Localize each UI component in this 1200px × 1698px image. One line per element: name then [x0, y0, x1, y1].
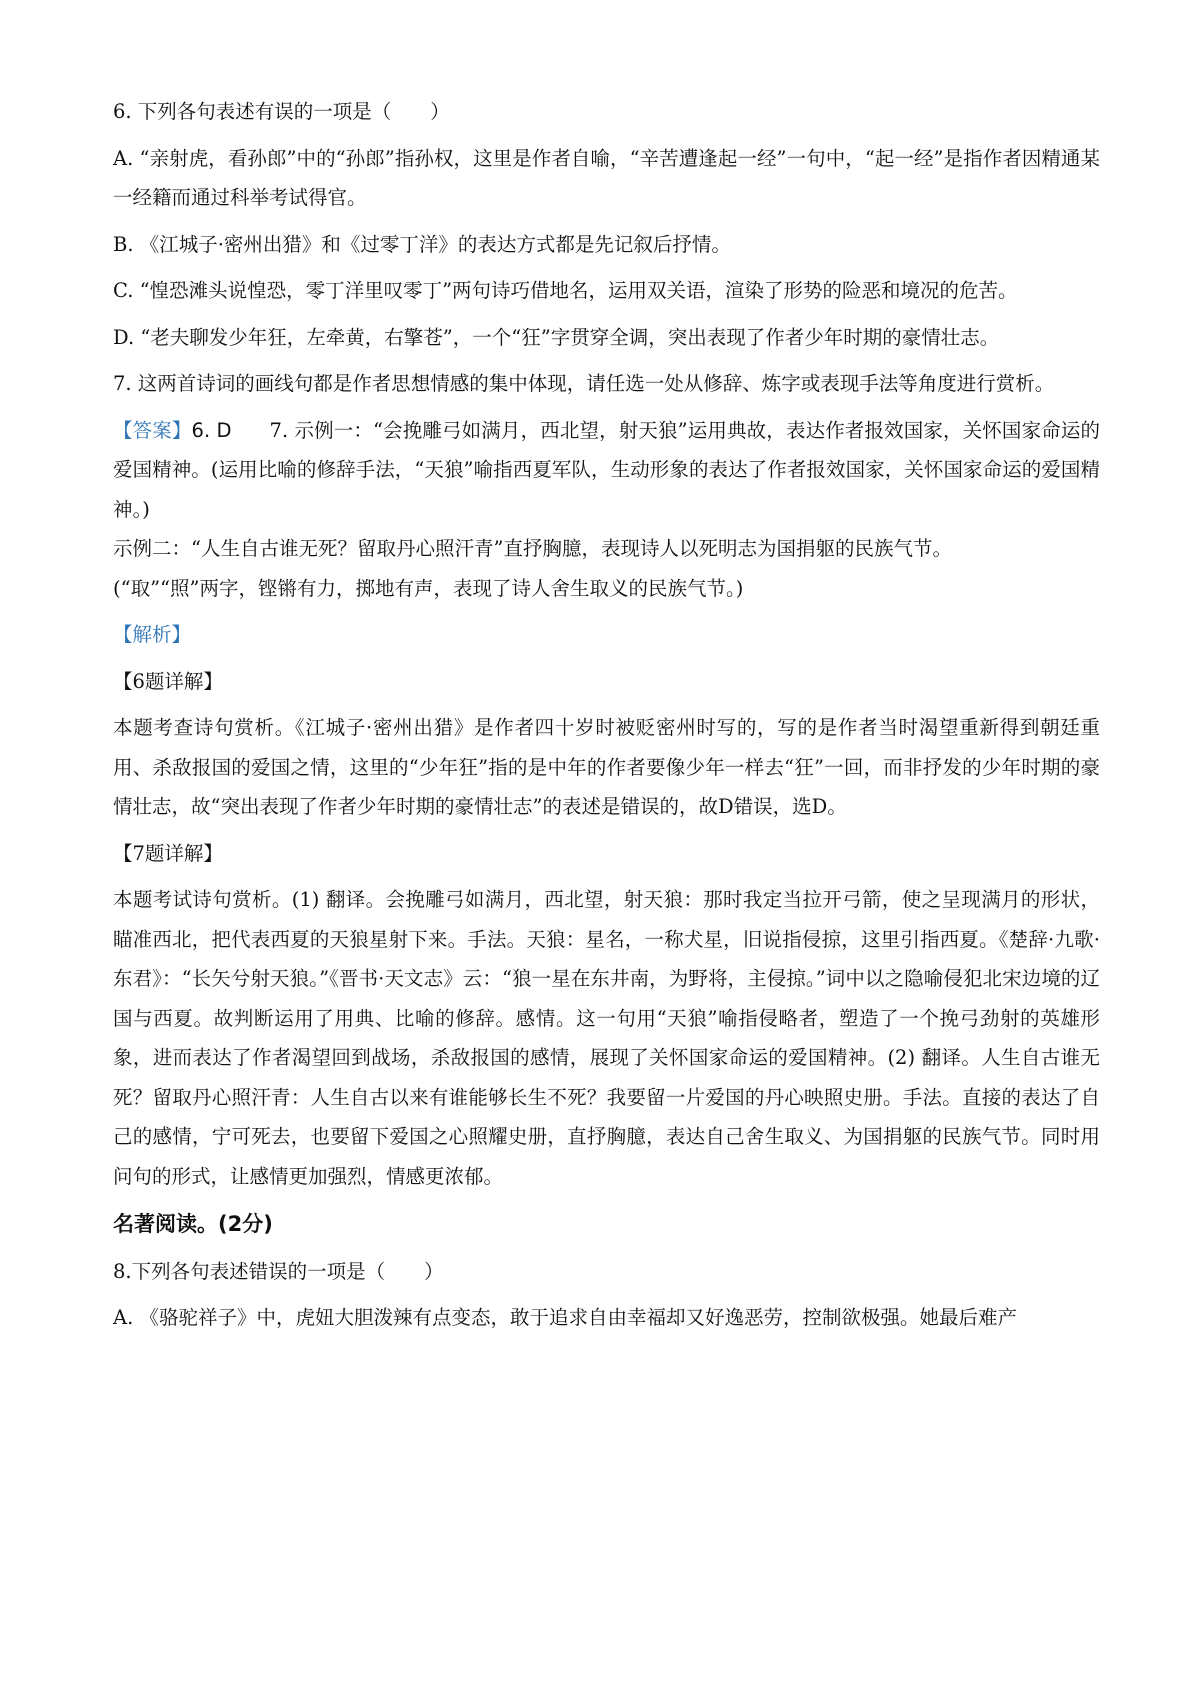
answer-q7-example2-note: (“取”“照”两字，铿锵有力，掷地有声，表现了诗人舍生取义的民族气节。)	[113, 576, 744, 600]
analysis-label: 【解析】	[113, 623, 192, 646]
q6-option-c: C. “惶恐滩头说惶恐，零丁洋里叹零丁”两句诗巧借地名，运用双关语，渲染了形势的险恶和境况的危苦。	[113, 279, 1018, 302]
answer-block	[113, 411, 1100, 530]
q6-detail-title: 【6题详解】	[113, 669, 223, 693]
section-heading: 名著阅读。(2分)	[113, 1212, 273, 1236]
q6-option-d: D. “老夫聊发少年狂，左牵黄，右擎苍”，一个“狂”字贯穿全调，突出表现了作者少年时期的豪情壮志。	[113, 325, 1000, 349]
q8-stem: 8.下列各句表述错误的一项是（ ）	[113, 1259, 444, 1283]
answer-q7-example2: 示例二：“人生自古谁无死？留取丹心照汗青”直抒胸臆，表现诗人以死明志为国捐躯的民族气节。	[113, 537, 952, 560]
document-page	[113, 92, 1100, 1338]
q6-detail-body: 本题考查诗句赏析。《江城子·密州出猎》是作者四十岁时被贬密州时写的，写的是作者当时渴望重新得到朝廷重用、杀敌报国的爱国之情，这里的“少年狂”指的是中年的作者要像少年一样去“狂”一回，而非抒发的少年时期的豪情壮志，故“突出表现了作者少年时期的豪情壮志”的表述是错误的，故D错误，选D。	[113, 716, 1100, 818]
answer-q7-example1: 7. 示例一：“会挽雕弓如满月，西北望，射天狼”运用典故，表达作者报效国家，关怀国家命运的爱国精神。(运用比喻的修辞手法，“天狼”喻指西夏军队，生动形象的表达了作者报效国家，关怀国家命运的爱国精神。)	[113, 418, 1100, 521]
q6-option-a: A. “亲射虎，看孙郎”中的“孙郎”指孙权，这里是作者自喻，“辛苦遭逢起一经”一句中，“起一经”是指作者因精通某一经籍而通过科举考试得官。	[113, 146, 1100, 209]
answer-q6: 6. D	[191, 418, 232, 442]
q7-detail-title: 【7题详解】	[113, 841, 223, 865]
q8-option-a: A. 《骆驼祥子》中，虎妞大胆泼辣有点变态，敢于追求自由幸福却又好逸恶劳，控制欲极强。她最后难产	[113, 1306, 1017, 1329]
answer-label: 【答案】	[113, 418, 192, 442]
q6-stem: 6. 下列各句表述有误的一项是（ ）	[113, 100, 450, 123]
q7-detail-body: 本题考试诗句赏析。(1) 翻译。会挽雕弓如满月，西北望，射天狼：那时我定当拉开弓箭，使之呈现满月的形状，瞄准西北，把代表西夏的天狼星射下来。手法。天狼：星名，一称犬星，旧说指侵掠，这里引指西夏。《楚辞·九歌·东君》：“长矢兮射天狼。”《晋书·天文志》云：“狼一星在东井南，为野将，主侵掠。”词中以之隐喻侵犯北宋边境的辽国与西夏。故判断运用了用典、比喻的修辞。感情。这一句用“天狼”喻指侵略者，塑造了一个挽弓劲射的英雄形象，进而表达了作者渴望回到战场，杀敌报国的感情，展现了关怀国家命运的爱国精神。(2) 翻译。人生自古谁无死？留取丹心照汗青：人生自古以来有谁能够长生不死？我要留一片爱国的丹心映照史册。手法。直接的表达了自己的感情，宁可死去，也要留下爱国之心照耀史册，直抒胸臆，表达自己舍生取义、为国捐躯的民族气节。同时用问句的形式，让感情更加强烈，情感更浓郁。	[113, 888, 1100, 1188]
q6-option-b: B. 《江城子·密州出猎》和《过零丁洋》的表达方式都是先记叙后抒情。	[113, 232, 731, 256]
q7-stem: 7. 这两首诗词的画线句都是作者思想情感的集中体现，请任选一处从修辞、炼字或表现手法等角度进行赏析。	[113, 372, 1055, 395]
